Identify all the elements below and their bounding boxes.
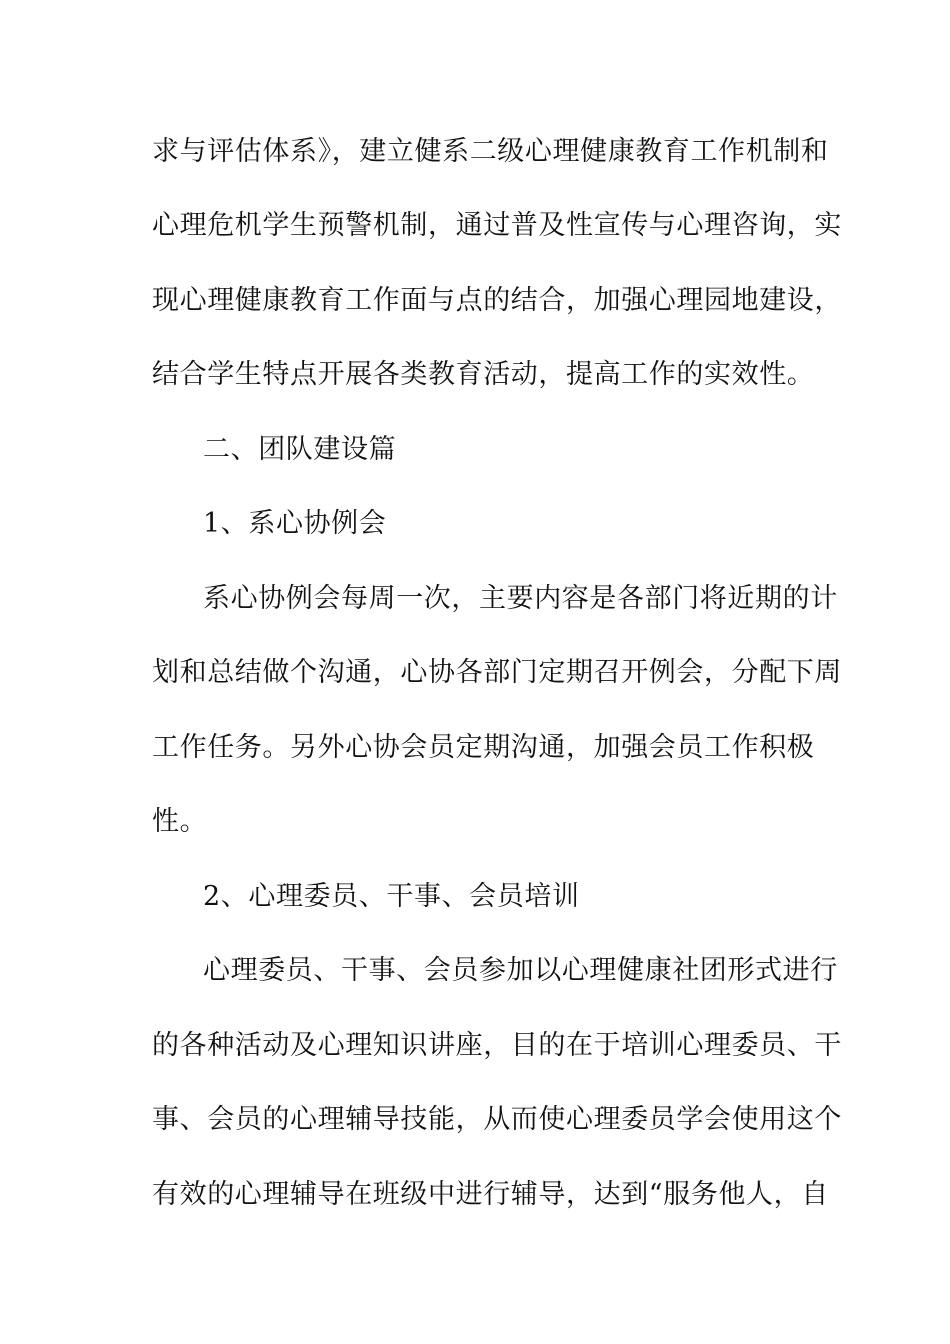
paragraph-line: 结合学生特点开展各类教育活动，提高工作的实效性。 (152, 359, 815, 390)
paragraph-line: 系心协例会每周一次，主要内容是各部门将近期的计 (203, 583, 838, 614)
paragraph-line: 心理危机学生预警机制，通过普及性宣传与心理咨询，实 (152, 210, 842, 241)
paragraph-line: 有效的心理辅导在班级中进行辅导，达到“服务他人，自 (152, 1179, 829, 1210)
paragraph-line: 性。 (152, 806, 208, 837)
paragraph-line: 工作任务。另外心协会员定期沟通，加强会员工作积极 (152, 732, 815, 763)
paragraph-line: 求与评估体系》，建立健系二级心理健康教育工作机制和 (152, 136, 829, 167)
section-heading: 二、团队建设篇 (203, 434, 397, 465)
paragraph-line: 的各种活动及心理知识讲座，目的在于培训心理委员、干 (152, 1030, 842, 1061)
paragraph-line: 事、会员的心理辅导技能，从而使心理委员学会使用这个 (152, 1104, 842, 1135)
paragraph-line: 心理委员、干事、会员参加以心理健康社团形式进行 (203, 955, 838, 986)
paragraph-line: 划和总结做个沟通，心协各部门定期召开例会，分配下周 (152, 657, 842, 688)
subsection-heading: 1、系心协例会 (203, 508, 387, 539)
subsection-heading: 2、心理委员、干事、会员培训 (203, 881, 580, 912)
paragraph-line: 现心理健康教育工作面与点的结合，加强心理园地建设， (152, 285, 842, 316)
